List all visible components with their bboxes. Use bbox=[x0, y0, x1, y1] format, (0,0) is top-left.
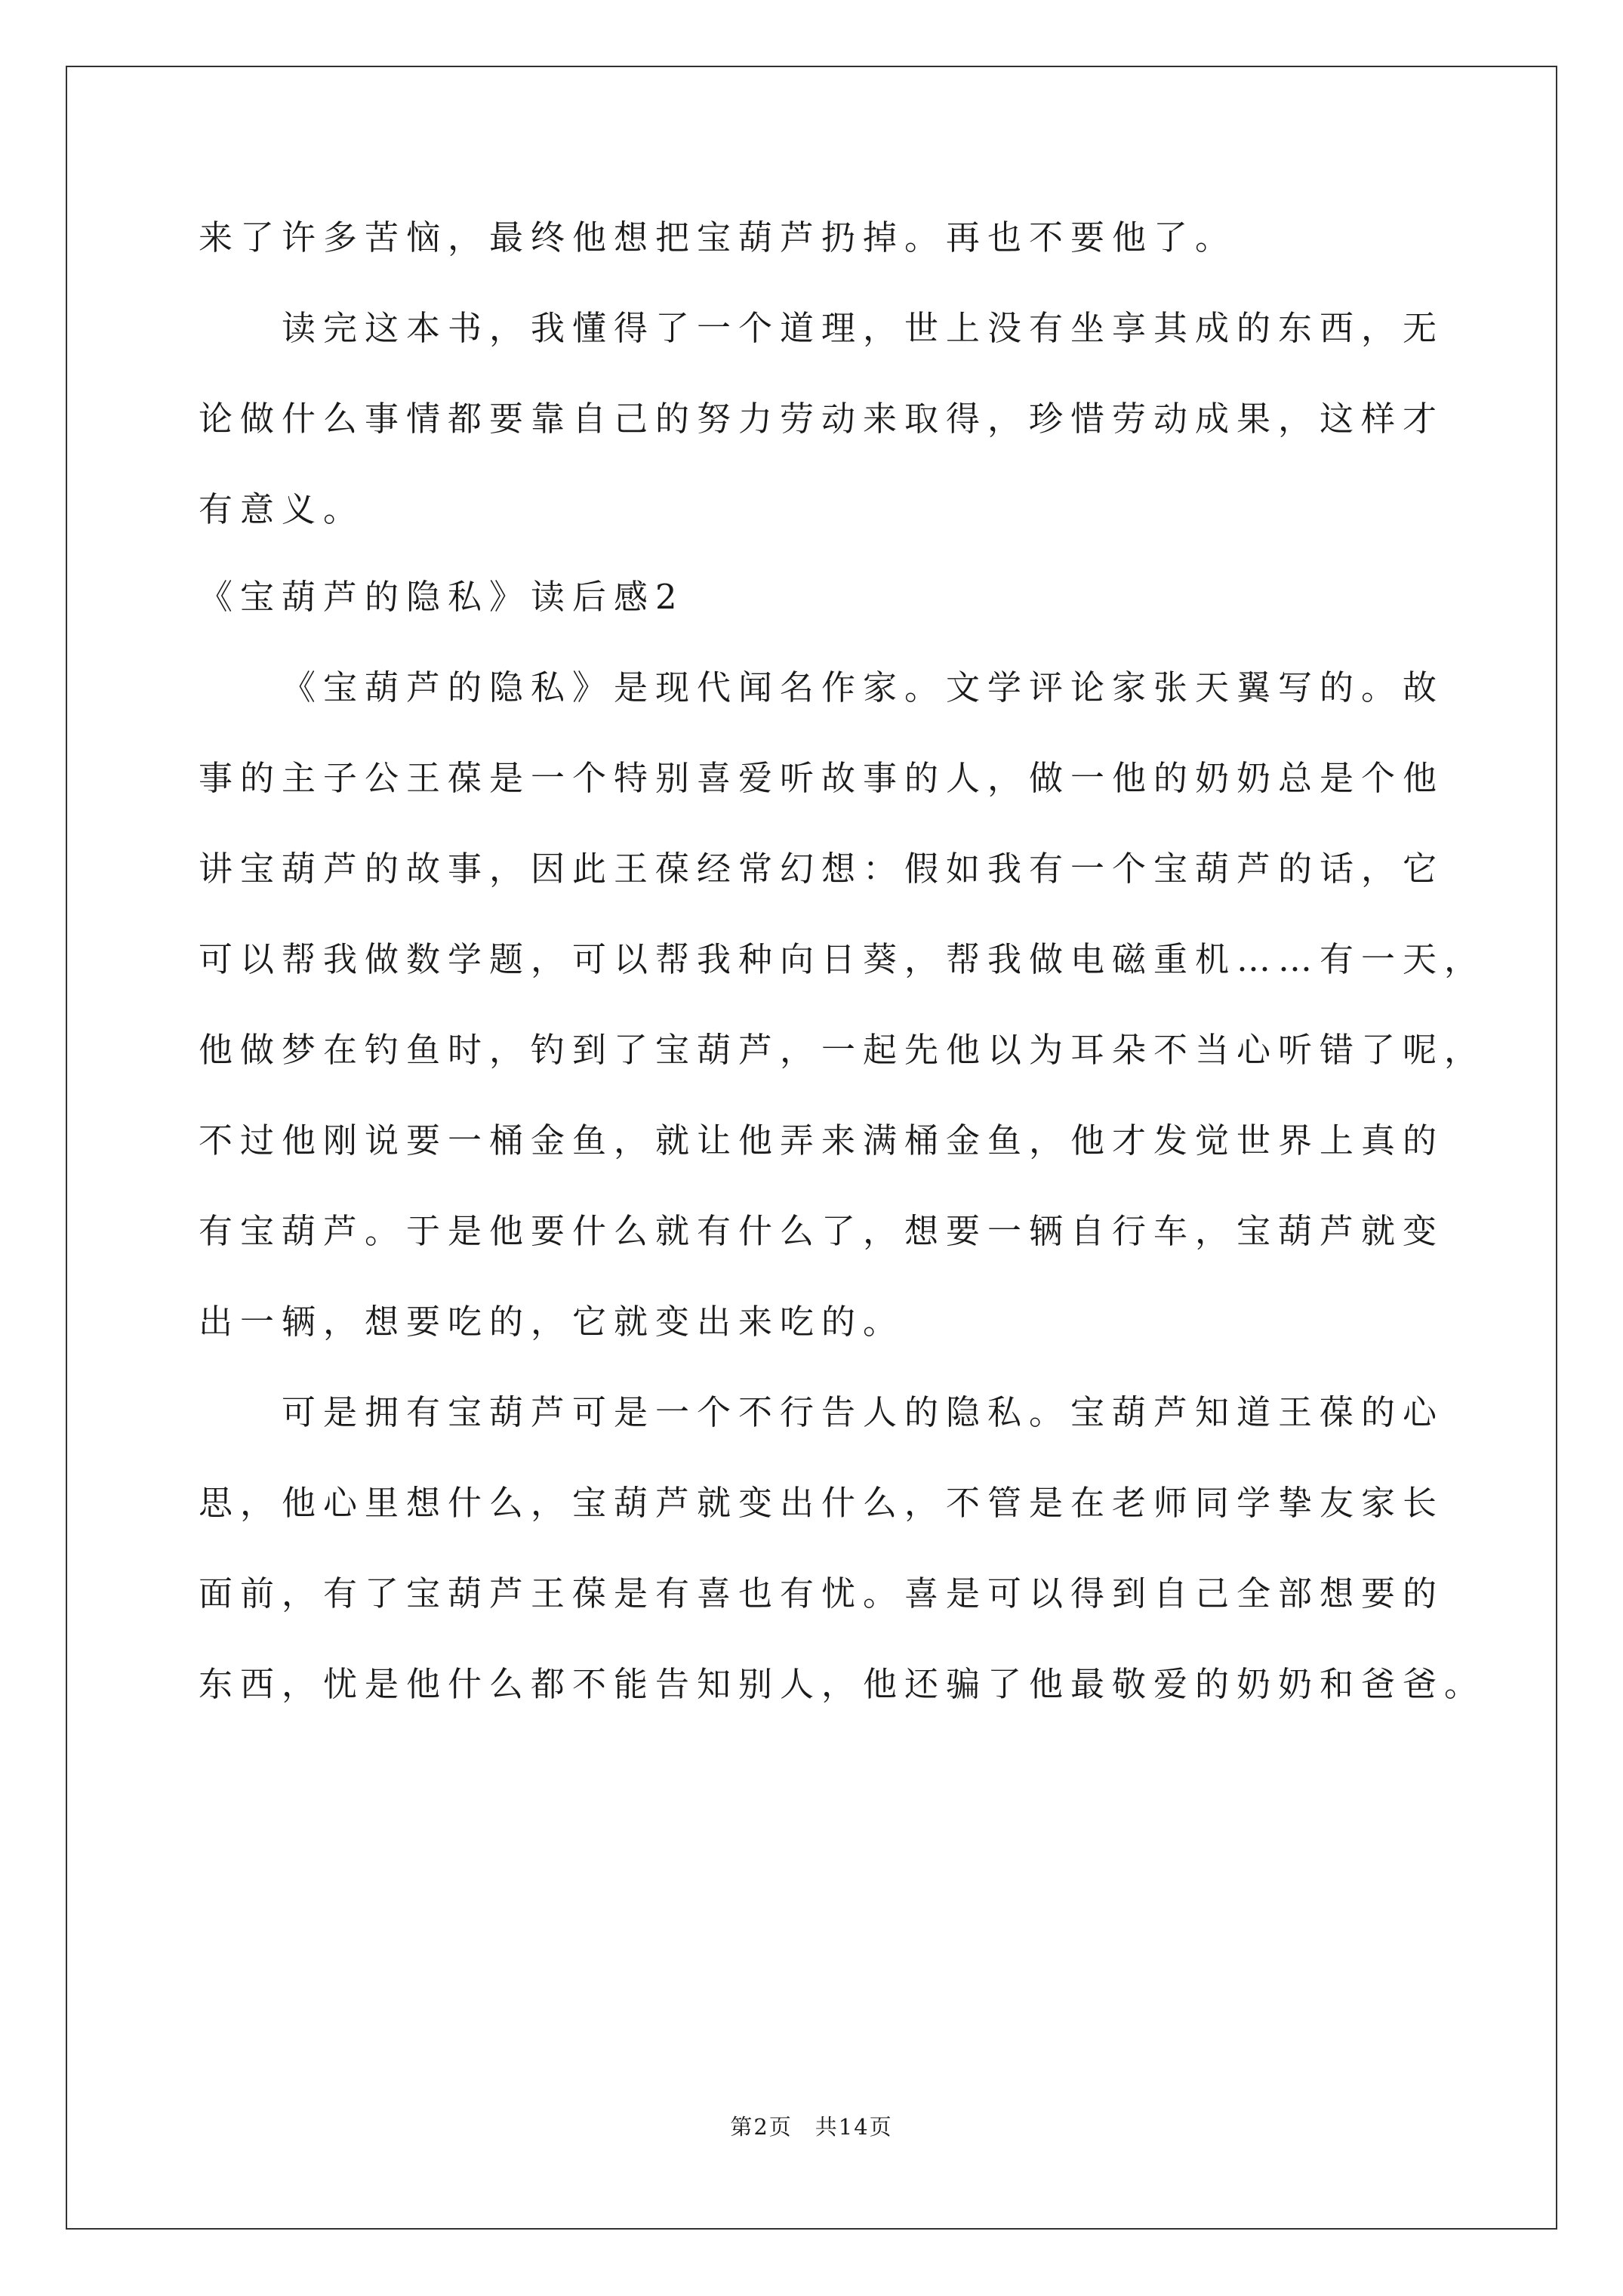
page-number: 第2页 bbox=[730, 2114, 793, 2140]
text-line: 可以帮我做数学题，可以帮我种向日葵，帮我做电磁重机……有一天， bbox=[199, 939, 1486, 979]
text-line: 论做什么事情都要靠自己的努力劳动来取得，珍惜劳动成果，这样才 bbox=[199, 399, 1445, 439]
text-line: 面前，有了宝葫芦王葆是有喜也有忧。喜是可以得到自己全部想要的 bbox=[199, 1573, 1445, 1613]
text-line: 《宝葫芦的隐私》是现代闻名作家。文学评论家张天翼写的。故 bbox=[282, 667, 1445, 707]
text-line: 出一辆，想要吃的，它就变出来吃的。 bbox=[199, 1302, 905, 1342]
section-heading: 《宝葫芦的隐私》读后感2 bbox=[199, 577, 685, 617]
text-line: 读完这本书，我懂得了一个道理，世上没有坐享其成的东西，无 bbox=[282, 308, 1445, 348]
text-line: 思，他心里想什么，宝葫芦就变出什么，不管是在老师同学挚友家长 bbox=[199, 1483, 1445, 1523]
text-line: 来了许多苦恼，最终他想把宝葫芦扔掉。再也不要他了。 bbox=[199, 217, 1237, 257]
text-line: 他做梦在钓鱼时，钓到了宝葫芦，一起先他以为耳朵不当心听错了呢， bbox=[199, 1030, 1486, 1070]
page-total: 共14页 bbox=[815, 2114, 893, 2140]
text-line: 东西，忧是他什么都不能告知别人，他还骗了他最敬爱的奶奶和爸爸。 bbox=[199, 1664, 1486, 1704]
text-line: 有意义。 bbox=[199, 489, 365, 529]
page-footer bbox=[0, 2110, 1623, 2141]
text-line: 讲宝葫芦的故事，因此王葆经常幻想：假如我有一个宝葫芦的话，它 bbox=[199, 849, 1445, 889]
text-line: 不过他刚说要一桶金鱼，就让他弄来满桶金鱼，他才发觉世界上真的 bbox=[199, 1120, 1445, 1160]
text-line: 可是拥有宝葫芦可是一个不行告人的隐私。宝葫芦知道王葆的心 bbox=[282, 1392, 1445, 1432]
text-line: 有宝葫芦。于是他要什么就有什么了，想要一辆自行车，宝葫芦就变 bbox=[199, 1211, 1445, 1251]
text-line: 事的主子公王葆是一个特别喜爱听故事的人，做一他的奶奶总是个他 bbox=[199, 758, 1445, 798]
